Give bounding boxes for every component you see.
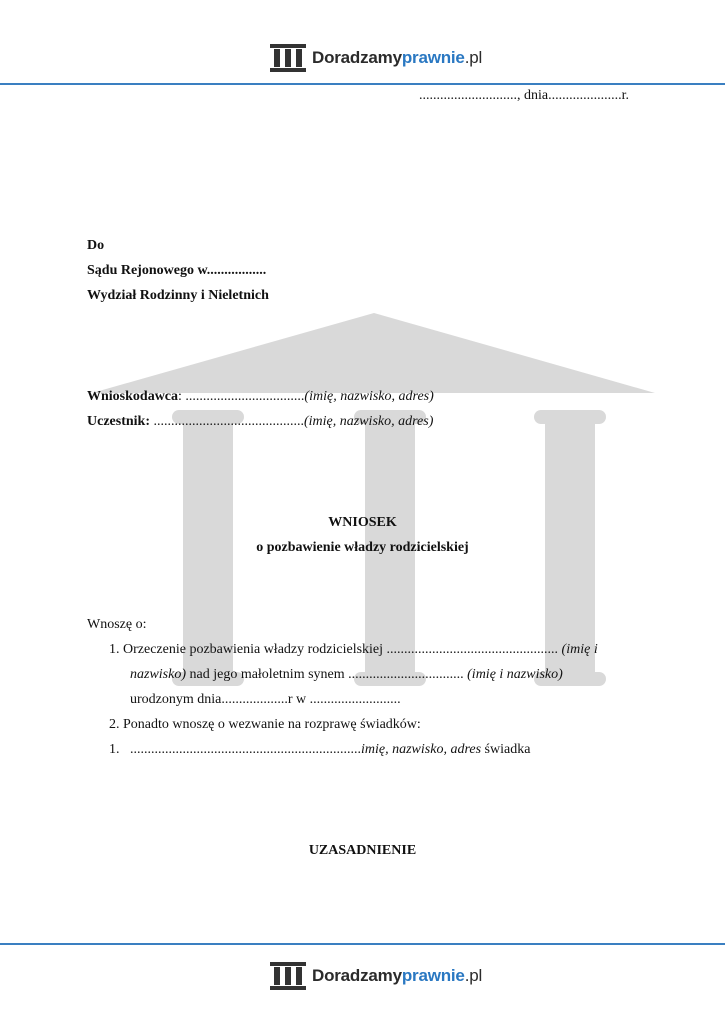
- participant-dots: ...........................................: [150, 414, 304, 429]
- request-intro: Wnoszę o:: [87, 617, 147, 632]
- participant-line: [87, 414, 433, 430]
- request-item-1-line-1: [109, 642, 598, 658]
- addressee-line-1: Do: [87, 238, 105, 253]
- request-item-1-son-hint: (imię i nazwisko): [463, 667, 563, 682]
- logo-text-part1: Doradzamy: [312, 966, 402, 985]
- request-item-2: 2. Ponadto wnoszę o wezwanie na rozprawę świadków:: [109, 717, 421, 732]
- applicant-hint: (imię, nazwisko, adres): [304, 389, 434, 404]
- logo-text-part1: Doradzamy: [312, 48, 402, 67]
- logo-wordmark: [312, 48, 482, 68]
- logo-text-part3: .pl: [464, 48, 483, 67]
- logo-wordmark: [312, 966, 482, 986]
- applicant-line: [87, 389, 434, 405]
- request-item-1-hint-cont: nazwisko): [130, 667, 186, 682]
- date-line: ............................, dnia.....................r.: [419, 88, 629, 103]
- logo-text-part2: prawnie: [401, 48, 465, 67]
- document-title: WNIOSEK: [328, 515, 397, 530]
- participant-label: Uczestnik:: [87, 414, 150, 429]
- footer-logo[interactable]: [270, 960, 483, 994]
- witness-number: 1.: [109, 742, 120, 757]
- logo-columns-icon: [270, 44, 306, 72]
- logo-text-part2: prawnie: [401, 966, 465, 985]
- addressee-department: Wydział Rodzinny i Nieletnich: [87, 288, 269, 303]
- footer-divider: [0, 943, 725, 945]
- applicant-label: Wnioskodawca: [87, 389, 179, 404]
- justification-heading: UZASADNIENIE: [308, 843, 417, 858]
- witness-dots: ..................................................................: [130, 742, 361, 757]
- witness-suffix: świadka: [481, 742, 531, 757]
- applicant-dots: : ..................................: [178, 389, 305, 404]
- addressee-court: Sądu Rejonowego w.................: [87, 263, 267, 278]
- request-item-1-son: nad jego małoletnim synem .................................: [186, 667, 464, 682]
- logo-columns-icon: [270, 962, 306, 990]
- participant-hint: (imię, nazwisko, adres): [304, 414, 434, 429]
- logo-text-part3: .pl: [464, 966, 483, 985]
- request-item-1-line-2: [130, 667, 563, 683]
- request-item-1-text: 1. Orzeczenie pozbawienia władzy rodzicielskiej .................................................: [109, 642, 559, 657]
- document-subtitle: o pozbawienie władzy rodzicielskiej: [256, 540, 469, 555]
- request-item-1-line-3: urodzonym dnia...................r w ..........................: [130, 692, 401, 707]
- witness-hint: imię, nazwisko, adres: [361, 742, 482, 757]
- witness-line: [130, 742, 530, 758]
- request-item-1-hint: (imię i: [558, 642, 598, 657]
- header-logo[interactable]: [270, 42, 483, 76]
- header-divider: [0, 83, 725, 85]
